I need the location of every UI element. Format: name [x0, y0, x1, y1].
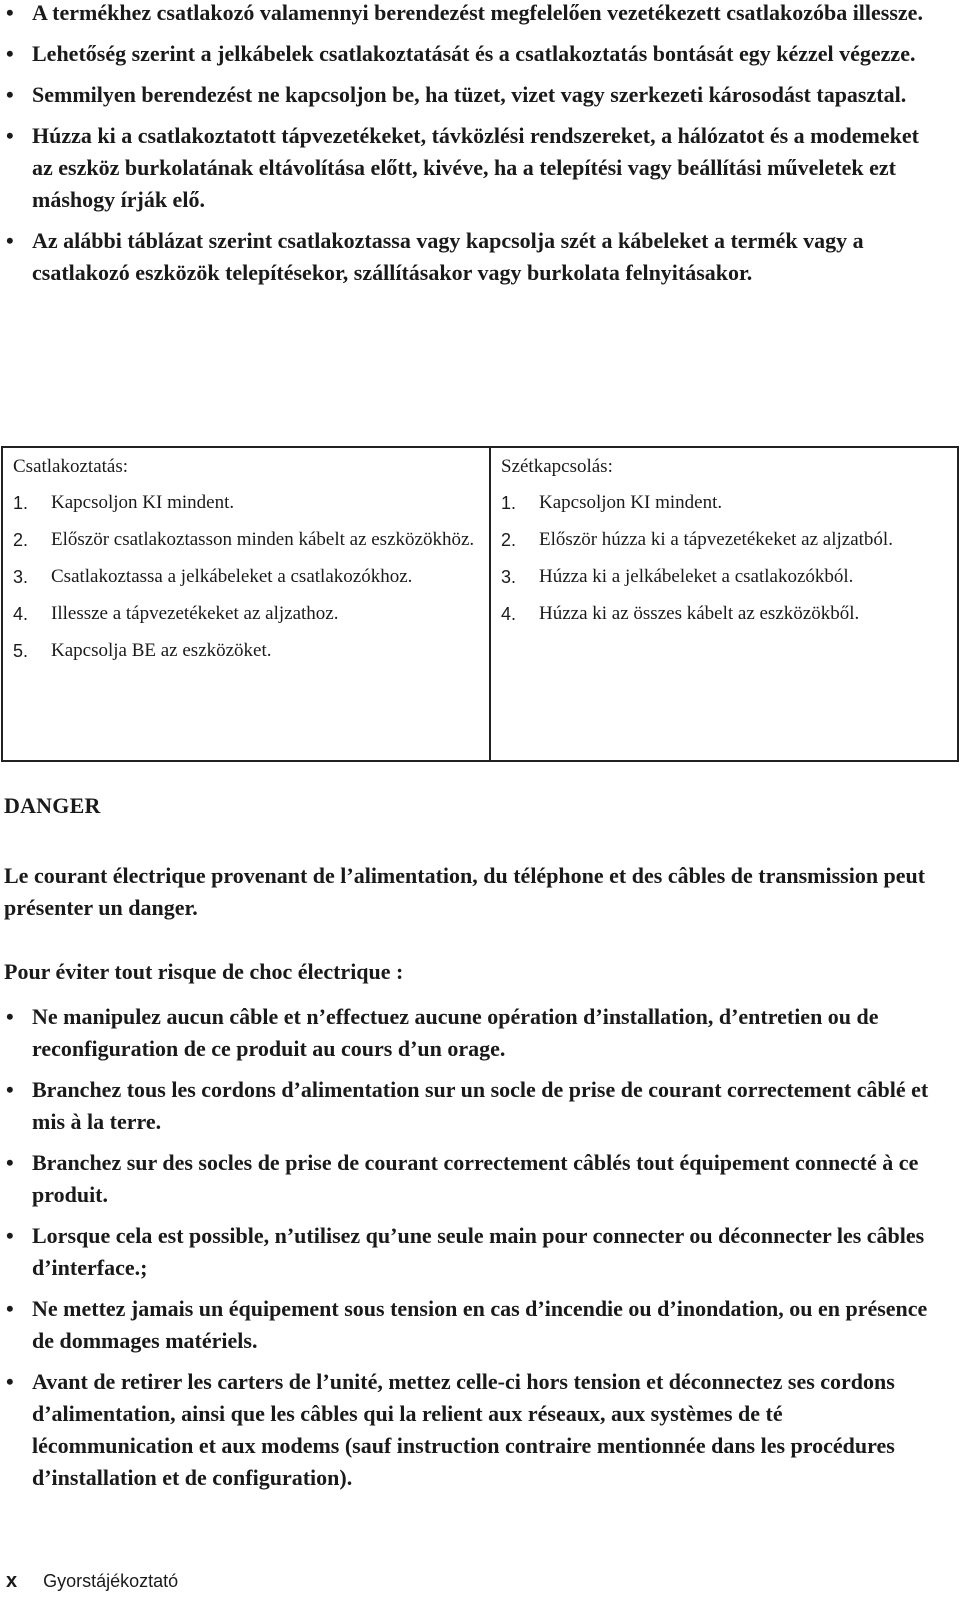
- list-item-text: Ne manipulez aucun câble et n’effectuez aucune opération d’installation, d’entretien ou de reconfiguration de ce produit au cours d’un orage.: [32, 1004, 879, 1061]
- disconnect-step: [501, 562, 957, 592]
- list-item-text: Avant de retirer les carters de l’unité, mettez celle-ci hors tension et déconnectez ses cordons d’alimentation, ainsi que les câbles qui la relient aux réseaux, aux systèmes de té lécommunication et aux modems (sauf instruction contraire mentionnée dans les procédures d’installation et de configuration).: [32, 1369, 895, 1490]
- list-item-text: Ne mettez jamais un équipement sous tension en cas d’incendie ou d’inondation, ou en présence de dommages matériels.: [32, 1296, 928, 1353]
- danger-heading: DANGER: [4, 793, 101, 818]
- list-item: [0, 1001, 945, 1065]
- bullet-icon: •: [6, 1150, 14, 1175]
- disconnect-step: [501, 599, 957, 629]
- connect-step: [13, 636, 489, 666]
- connect-column: [3, 448, 491, 760]
- list-item: [0, 1220, 945, 1284]
- list-item: [0, 1074, 945, 1138]
- list-item-text: Lehetőség szerint a jelkábelek csatlakoztatását és a csatlakoztatás bontását egy kézzel végezze.: [32, 41, 916, 66]
- bullet-icon: •: [6, 1369, 14, 1394]
- bullet-icon: •: [6, 1296, 14, 1321]
- connect-step: [13, 562, 489, 592]
- step-number: 5.: [13, 641, 29, 661]
- step-text: Kapcsolja BE az eszközöket.: [51, 640, 272, 661]
- french-safety-list: [0, 1001, 945, 1503]
- list-item-text: Lorsque cela est possible, n’utilisez qu’une seule main pour connecter ou déconnecter les câbles d’interface.;: [32, 1223, 925, 1280]
- list-item: [0, 120, 940, 216]
- step-text: Először húzza ki a tápvezetékeket az aljzatból.: [539, 529, 893, 550]
- bullet-icon: •: [6, 1004, 14, 1029]
- step-number: 1.: [501, 493, 517, 513]
- list-item-text: Az alábbi táblázat szerint csatlakoztassa vagy kapcsolja szét a kábeleket a termék vagy a csatlakozó eszközök telepítésekor, szállításakor vagy burkolata felnyitásakor.: [32, 228, 864, 285]
- bullet-icon: •: [6, 82, 14, 107]
- bullet-icon: •: [6, 0, 14, 25]
- list-item: [0, 79, 940, 111]
- footer-title: Gyorstájékoztató: [43, 1571, 179, 1591]
- danger-intro: Pour éviter tout risque de choc électrique :: [4, 959, 404, 984]
- step-text: Csatlakoztassa a jelkábeleket a csatlakozókhoz.: [51, 566, 413, 587]
- list-item-text: Branchez tous les cordons d’alimentation sur un socle de prise de courant correctement câblé et mis à la terre.: [32, 1077, 929, 1134]
- step-text: Kapcsoljon KI mindent.: [539, 492, 723, 513]
- step-number: 3.: [501, 567, 517, 587]
- connect-header: Csatlakoztatás:: [13, 456, 129, 477]
- bullet-icon: •: [6, 41, 14, 66]
- step-text: Húzza ki a jelkábeleket a csatlakozókból.: [539, 566, 854, 587]
- bullet-icon: •: [6, 1223, 14, 1248]
- step-number: 2.: [501, 530, 517, 550]
- disconnect-step: [501, 525, 957, 555]
- hungarian-safety-list: [0, 0, 940, 298]
- list-item: [0, 1147, 945, 1211]
- disconnect-header: Szétkapcsolás:: [501, 456, 613, 477]
- list-item: [0, 1293, 945, 1357]
- step-number: 2.: [13, 530, 29, 550]
- disconnect-column: [491, 448, 957, 760]
- connection-table: [1, 446, 959, 762]
- step-number: 3.: [13, 567, 29, 587]
- step-text: Húzza ki az összes kábelt az eszközökből.: [539, 603, 860, 624]
- list-item: [0, 1366, 945, 1494]
- connect-step: [13, 488, 489, 518]
- disconnect-step: [501, 488, 957, 518]
- step-text: Illessze a tápvezetékeket az aljzathoz.: [51, 603, 339, 624]
- step-text: Először csatlakoztasson minden kábelt az eszközökhöz.: [51, 529, 475, 550]
- list-item-text: Semmilyen berendezést ne kapcsoljon be, ha tüzet, vizet vagy szerkezeti károsodást tapasztal.: [32, 82, 907, 107]
- connect-step: [13, 599, 489, 629]
- list-item-text: A termékhez csatlakozó valamennyi berendezést megfelelően vezetékezett csatlakozóba illessze.: [32, 0, 923, 25]
- bullet-icon: •: [6, 228, 14, 253]
- list-item: [0, 0, 940, 29]
- bullet-icon: •: [6, 123, 14, 148]
- danger-paragraph: Le courant électrique provenant de l’alimentation, du téléphone et des câbles de transmission peut présenter un danger.: [4, 863, 926, 920]
- list-item: [0, 38, 940, 70]
- connect-step: [13, 525, 489, 555]
- step-number: 4.: [501, 604, 517, 624]
- list-item: [0, 225, 940, 289]
- page-footer: [6, 1570, 178, 1593]
- list-item-text: Húzza ki a csatlakoztatott tápvezetékeket, távközlési rendszereket, a hálózatot és a modemeket az eszköz burkolatának eltávolítása előtt, kivéve, ha a telepítési vagy beállítási műveletek ezt máshogy írják elő.: [32, 123, 919, 212]
- step-text: Kapcsoljon KI mindent.: [51, 492, 235, 513]
- bullet-icon: •: [6, 1077, 14, 1102]
- step-number: 4.: [13, 604, 29, 624]
- step-number: 1.: [13, 493, 29, 513]
- page-number: x: [6, 1570, 18, 1592]
- list-item-text: Branchez sur des socles de prise de courant correctement câblés tout équipement connecté à ce produit.: [32, 1150, 919, 1207]
